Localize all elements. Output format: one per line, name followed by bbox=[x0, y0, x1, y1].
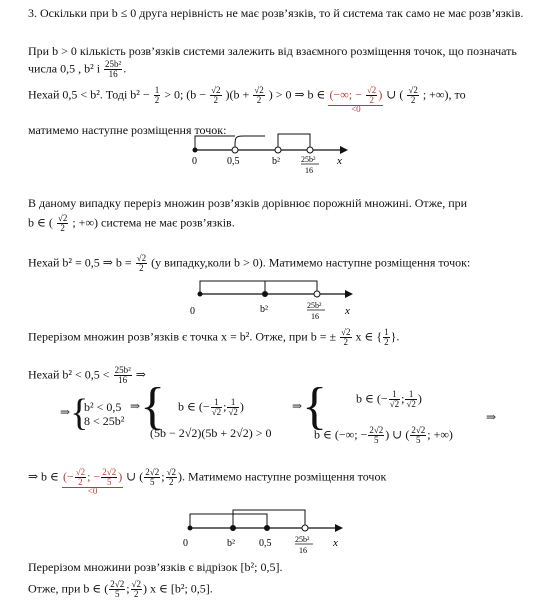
fraction bbox=[144, 468, 160, 487]
point bbox=[275, 147, 281, 153]
arc bbox=[235, 136, 265, 150]
text: Нехай 0,5 < b². Тоді b² − bbox=[28, 87, 150, 102]
paragraph-case-3: 3. Оскільки при b ≤ 0 друга нерівність не має розв’язків, то й система так само не має розв’язків. bbox=[28, 6, 524, 20]
point bbox=[264, 525, 270, 531]
arrow-icon bbox=[345, 290, 353, 298]
paragraph-conclusion: Отже, при b ∈ ( $\frac{2√2}{5}$ ; $\frac{√2}{2}$ ) x ∈ [b²; 0,5]. bbox=[28, 579, 213, 599]
text: ⇒ b ∈ bbox=[28, 469, 59, 484]
fraction bbox=[166, 468, 177, 487]
tick-label: b² bbox=[260, 304, 268, 315]
system-1: ⇒{ bbox=[60, 392, 89, 434]
paragraph-points: числа 0,5 , b² і $\frac{\text{25b²}}{16}$ . bbox=[28, 59, 127, 79]
text: ) bbox=[417, 391, 422, 406]
tick-label: 0,5 bbox=[227, 156, 240, 167]
text: Нехай b² = 0,5 ⇒ b = bbox=[28, 255, 132, 270]
fraction bbox=[227, 398, 238, 417]
arc bbox=[278, 134, 310, 150]
num: 1 bbox=[384, 327, 389, 337]
system-3: ⇒{ bbox=[292, 378, 328, 435]
text: ⇒ bbox=[130, 398, 141, 413]
num: 25b² bbox=[114, 365, 131, 375]
text: b ∈ (−∞; − bbox=[314, 427, 368, 442]
den: 2 bbox=[213, 95, 219, 105]
num: 1 bbox=[389, 390, 400, 400]
point bbox=[307, 147, 313, 153]
text: і bbox=[96, 61, 101, 76]
den: 2 bbox=[169, 477, 174, 487]
arc bbox=[265, 281, 317, 294]
axis-label: x bbox=[333, 537, 338, 549]
point bbox=[314, 291, 320, 297]
point bbox=[302, 525, 308, 531]
text: ∪ ( bbox=[386, 87, 404, 102]
text: (b − bbox=[186, 87, 207, 102]
num: 1 bbox=[405, 390, 416, 400]
tick-label: 0,5 bbox=[259, 538, 272, 549]
den: √2 bbox=[389, 399, 400, 409]
fraction bbox=[131, 580, 142, 599]
case-2-condition bbox=[28, 254, 470, 273]
den: 2 bbox=[139, 263, 144, 273]
text: ) x ∈ [b²; 0,5]. bbox=[143, 581, 213, 596]
text: ⇒ bbox=[135, 367, 146, 382]
text: > 0; bbox=[164, 87, 184, 102]
text: x ∈ { bbox=[355, 329, 383, 344]
tick-label: 16 bbox=[305, 166, 313, 175]
den: 5 bbox=[114, 589, 120, 599]
paragraph-no-solutions bbox=[28, 214, 235, 233]
num: 2√2 bbox=[369, 425, 384, 435]
fraction bbox=[366, 86, 377, 105]
text: b ∈ (− bbox=[178, 399, 210, 414]
text: ). Матимемо наступне розміщення точок bbox=[178, 469, 387, 484]
den: 5 bbox=[150, 477, 155, 487]
fraction bbox=[210, 86, 221, 105]
case-1-condition bbox=[28, 85, 466, 114]
paragraph-placement-1: матимемо наступне розміщення точок: bbox=[28, 123, 227, 137]
point bbox=[198, 292, 203, 297]
arc bbox=[200, 281, 265, 294]
system-3-row bbox=[314, 426, 453, 445]
den: 16 bbox=[108, 69, 118, 79]
den: 2 bbox=[154, 95, 160, 105]
tick-label: b² bbox=[272, 156, 280, 167]
arc bbox=[195, 136, 235, 150]
num: 2√2 bbox=[110, 579, 125, 589]
paragraph-empty-set: В даному випадку переріз множин розв’язків дорівнює порожній множині. Отже, при bbox=[28, 196, 468, 210]
number-line-1 bbox=[180, 128, 360, 180]
fraction bbox=[101, 468, 117, 487]
system-2-row bbox=[178, 398, 244, 417]
den: √2 bbox=[406, 399, 416, 409]
den: 2 bbox=[343, 337, 349, 347]
case-3-condition bbox=[28, 366, 146, 385]
fraction bbox=[389, 390, 400, 409]
text: }. bbox=[390, 329, 400, 344]
text: ) ∪ ( bbox=[385, 427, 410, 442]
tick-label: 25b² bbox=[295, 535, 310, 544]
text: (у випадку,коли b > 0). Матимемо наступне розміщення точок: bbox=[151, 255, 471, 270]
paragraph-intro: При b > 0 кількість розв’язків системи залежить від взаємного розміщення точок, що позначать bbox=[28, 44, 517, 58]
text: ; +∞) система не має розв’язків. bbox=[72, 215, 235, 230]
num: √2 bbox=[75, 467, 86, 477]
num: √2 bbox=[341, 327, 351, 337]
num: 2√2 bbox=[411, 425, 426, 435]
num: 25b² bbox=[105, 59, 122, 69]
arc bbox=[233, 510, 305, 528]
fraction bbox=[405, 390, 416, 409]
system-1-row: 8 < 25b² bbox=[84, 414, 125, 428]
den: 2 bbox=[134, 589, 139, 599]
axis-label: x bbox=[345, 305, 350, 317]
tick-label: 25b² bbox=[307, 301, 322, 310]
negative-interval: (− $\frac{√2}{2}$ ; − $\frac{2√2}{5}$ ) <0 bbox=[62, 468, 123, 488]
text: ; bbox=[223, 399, 227, 414]
fraction bbox=[154, 86, 161, 105]
fraction bbox=[253, 86, 264, 105]
text: b ∈ (− bbox=[356, 391, 388, 406]
text: ⇒ bbox=[292, 398, 303, 413]
case-3-result: ⇒ b ∈ (− $\frac{√2}{2}$ ; − $\frac{2√2}{5}$ ) <0 ∪ ( $\frac{2√2}{5}$ ; $\frac{√2}{2}$ ). Матимемо наступне розміщення точок bbox=[28, 468, 386, 488]
num: 1 bbox=[211, 398, 222, 408]
tick-label: 16 bbox=[299, 546, 307, 555]
den: 2 bbox=[369, 95, 374, 105]
text: Отже, при b ∈ ( bbox=[28, 581, 109, 596]
system-1-row: b² < 0,5 bbox=[84, 400, 122, 414]
num: √2 bbox=[136, 253, 147, 263]
den: 5 bbox=[374, 435, 379, 445]
arc bbox=[190, 514, 267, 528]
text: ) > 0 ⇒ b ∈ bbox=[268, 87, 326, 102]
fraction bbox=[75, 468, 86, 487]
fraction bbox=[104, 60, 122, 79]
fraction bbox=[109, 580, 125, 599]
arrow-icon bbox=[340, 146, 348, 154]
den: 5 bbox=[416, 435, 421, 445]
number-line-3 bbox=[175, 506, 355, 558]
num: 1 bbox=[227, 398, 238, 408]
den: √2 bbox=[211, 407, 222, 417]
num: √2 bbox=[211, 85, 221, 95]
point bbox=[193, 148, 198, 153]
fraction bbox=[410, 426, 426, 445]
text: ) bbox=[378, 87, 383, 102]
num: 1 bbox=[154, 85, 160, 95]
num: √2 bbox=[131, 579, 141, 589]
number-line-2 bbox=[185, 276, 365, 326]
den: 2 bbox=[410, 95, 416, 105]
fraction bbox=[114, 366, 132, 385]
negative-note: <0 bbox=[351, 104, 361, 114]
arrow-icon bbox=[335, 524, 343, 532]
implies-symbol: ⇒ bbox=[486, 410, 497, 424]
text: ; +∞), то bbox=[422, 87, 466, 102]
den: 5 bbox=[106, 477, 112, 487]
tick-label: 25b² bbox=[301, 155, 316, 164]
text: )(b + bbox=[225, 87, 250, 102]
system-3-row: b ∈ (− $\frac{1}{√2}$ ; $\frac{1}{√2}$ ) bbox=[356, 389, 422, 409]
tick-label: 0 bbox=[192, 156, 197, 167]
fraction bbox=[407, 86, 418, 105]
num: √2 bbox=[408, 85, 418, 95]
den: √2 bbox=[228, 407, 238, 417]
system-2-row: (5b − 2√2)(5b + 2√2) > 0 bbox=[150, 426, 272, 440]
tick-label: b² bbox=[227, 538, 235, 549]
fraction bbox=[136, 254, 147, 273]
point bbox=[262, 291, 268, 297]
text: ) bbox=[239, 399, 244, 414]
point bbox=[230, 525, 236, 531]
text: Перерізом множин розв’язків є точка x = b². Отже, при b = ± bbox=[28, 329, 337, 344]
den: 2 bbox=[256, 95, 262, 105]
num: √2 bbox=[166, 467, 177, 477]
text: (−∞; − bbox=[329, 87, 362, 102]
negative-interval bbox=[328, 85, 383, 114]
fraction bbox=[340, 328, 351, 347]
tick-label: 0 bbox=[190, 306, 195, 317]
num: √2 bbox=[366, 85, 377, 95]
num: 2√2 bbox=[145, 467, 160, 477]
den: 2 bbox=[384, 337, 389, 347]
den: 2 bbox=[78, 477, 83, 487]
num: √2 bbox=[254, 85, 264, 95]
negative-note: <0 bbox=[87, 486, 98, 496]
text: ⇒ bbox=[60, 404, 71, 419]
num: √2 bbox=[57, 213, 68, 223]
tick-label: 0 bbox=[183, 538, 188, 549]
text: ; +∞) bbox=[427, 427, 453, 442]
point bbox=[188, 526, 193, 531]
system-2: ⇒{ bbox=[130, 378, 166, 435]
paragraph-intersection-point bbox=[28, 328, 399, 347]
fraction bbox=[211, 398, 222, 417]
text: числа 0,5 , b² bbox=[28, 61, 94, 76]
axis-label: x bbox=[337, 155, 342, 167]
text: b ∈ ( bbox=[28, 215, 53, 230]
fraction bbox=[383, 328, 390, 347]
fraction bbox=[368, 426, 384, 445]
point bbox=[232, 147, 238, 153]
den: 16 bbox=[118, 375, 128, 385]
text: Нехай b² < 0,5 < bbox=[28, 367, 110, 382]
num: 2√2 bbox=[102, 467, 117, 477]
paragraph-segment: Перерізом множини розв’язків є відрізок [b²; 0,5]. bbox=[28, 560, 283, 574]
fraction bbox=[57, 214, 68, 233]
den: 2 bbox=[60, 223, 65, 233]
tick-label: 16 bbox=[311, 312, 319, 321]
